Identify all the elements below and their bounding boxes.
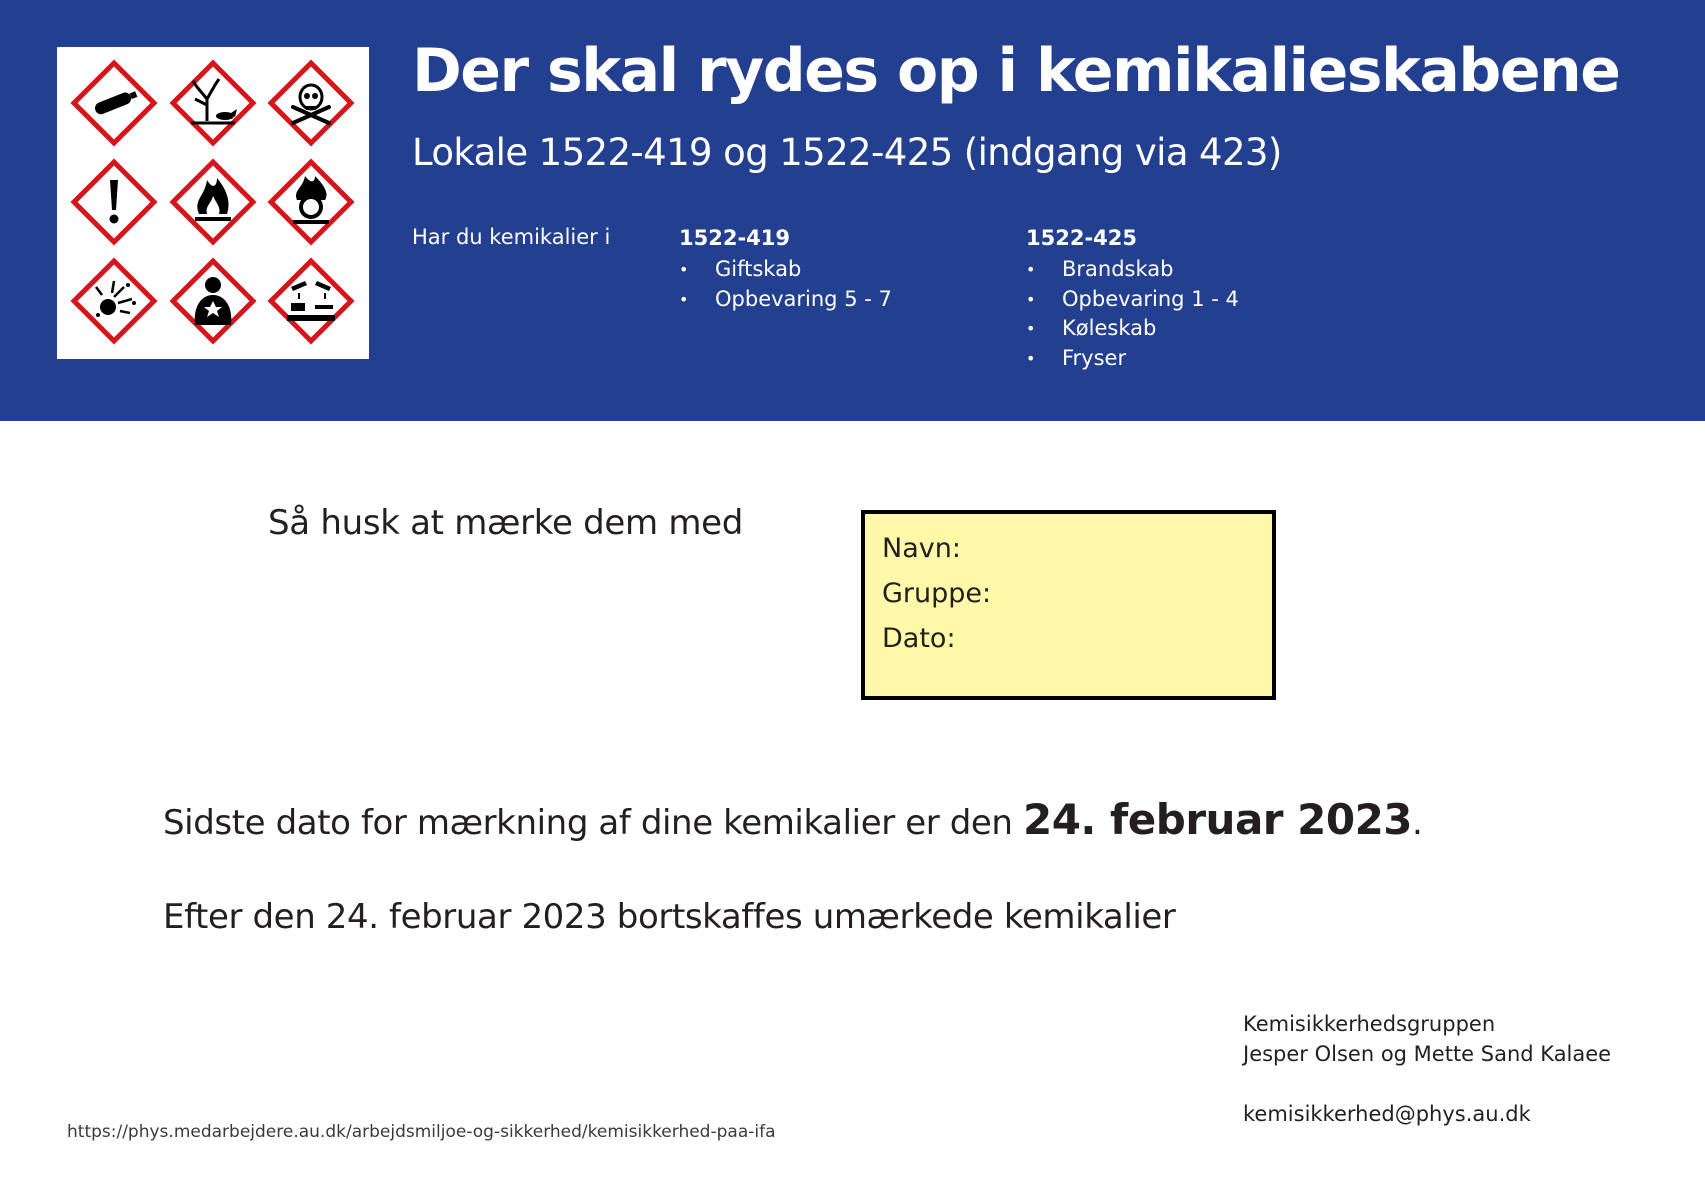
list-item: • Fryser (1026, 344, 1239, 374)
room-1522-419 (679, 225, 892, 314)
info-url[interactable]: https://phys.medarbejdere.au.dk/arbejdsmiljoe-og-sikkerhed/kemisikkerhed-paa-ifa (67, 1122, 776, 1142)
health-hazard-icon (173, 261, 253, 341)
signature-group: Kemisikkerhedsgruppen (1243, 1012, 1496, 1036)
remember-text: Så husk at mærke dem med (268, 503, 744, 543)
room-heading: 1522-419 (679, 226, 790, 250)
list-item: • Brandskab (1026, 255, 1239, 285)
intro-text: Har du kemikalier i (412, 225, 611, 249)
deadline-text (163, 795, 1422, 844)
list-item: • Opbevaring 5 - 7 (679, 285, 892, 315)
ghs-pictogram-panel (57, 47, 369, 359)
deadline-suffix: . (1412, 803, 1423, 843)
header-banner (0, 0, 1705, 421)
signature-email[interactable]: kemisikkerhed@phys.au.dk (1243, 1102, 1531, 1126)
deadline-date: 24. februar 2023 (1022, 795, 1413, 844)
page-title: Der skal rydes op i kemikalieskabene (412, 36, 1620, 106)
signature-block (1243, 1009, 1611, 1129)
label-field-group: Gruppe: (882, 578, 992, 609)
ghs-pictogram-grid (57, 47, 369, 359)
deadline-prefix: Sidste dato for mærkning af dine kemikalier er den (163, 803, 1013, 843)
label-field-name: Navn: (882, 533, 961, 564)
signature-spacer (1243, 1069, 1611, 1099)
room-item-list (1026, 255, 1239, 373)
room-item-list (679, 255, 892, 314)
disposal-notice: Efter den 24. februar 2023 bortskaffes umærkede kemikalier (163, 897, 1176, 937)
corrosion-icon (271, 261, 351, 341)
list-item: • Opbevaring 1 - 4 (1026, 285, 1239, 315)
flame-icon (173, 162, 253, 242)
label-field-date: Dato: (882, 623, 956, 654)
flame-over-circle-icon (271, 162, 351, 242)
list-item: • Giftskab (679, 255, 892, 285)
exclamation-icon (74, 162, 154, 242)
list-item: • Køleskab (1026, 314, 1239, 344)
environment-icon (173, 63, 253, 143)
chemical-label-example (861, 510, 1276, 700)
signature-names: Jesper Olsen og Mette Sand Kalaee (1243, 1042, 1612, 1066)
gas-cylinder-icon (74, 63, 154, 143)
exploding-bomb-icon (74, 261, 154, 341)
room-heading: 1522-425 (1026, 226, 1137, 250)
skull-crossbones-icon (271, 63, 351, 143)
page-subtitle: Lokale 1522-419 og 1522-425 (indgang via 423) (412, 131, 1282, 174)
room-1522-425 (1026, 225, 1239, 373)
